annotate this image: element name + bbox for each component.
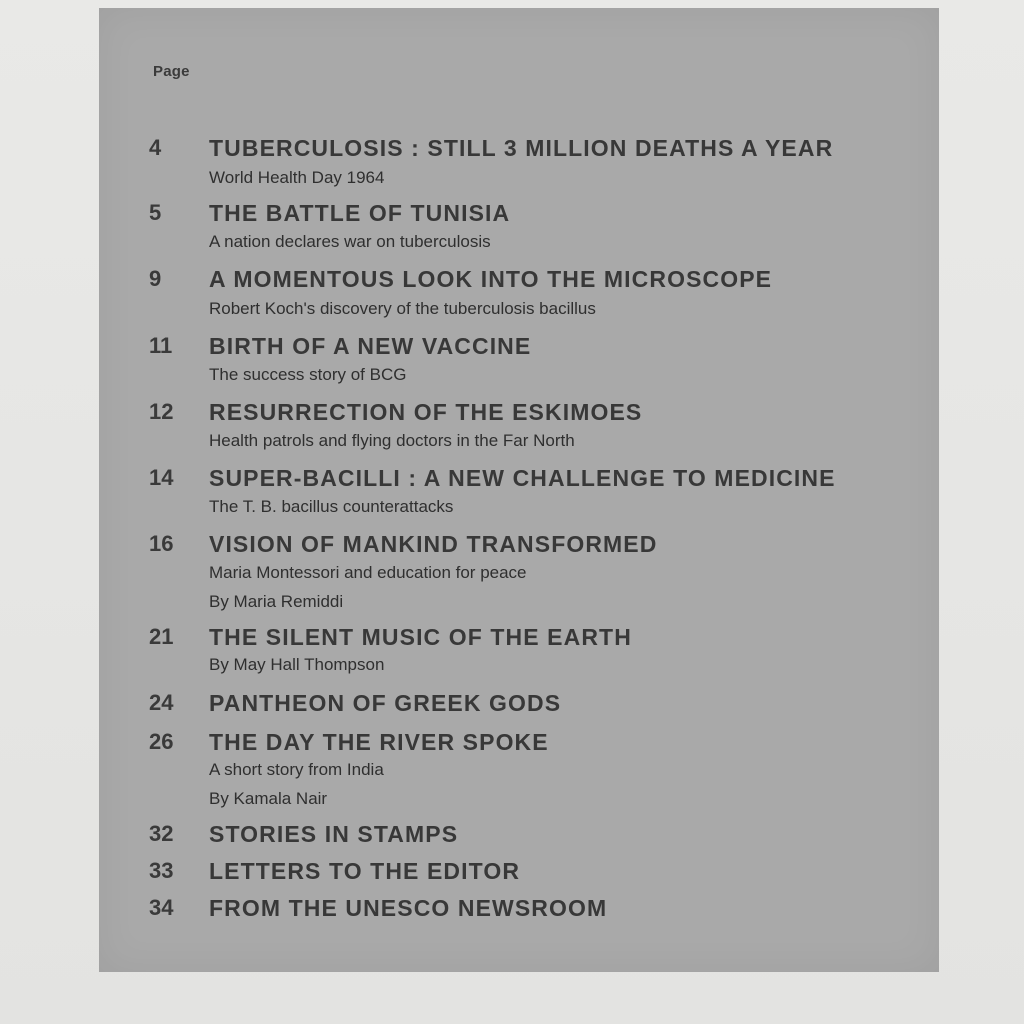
- page-number: 26: [149, 729, 174, 754]
- article-subtitle: The T. B. bacillus counterattacks: [209, 497, 454, 516]
- article-title: TUBERCULOSIS : STILL 3 MILLION DEATHS A YEAR: [209, 135, 834, 161]
- article-title: FROM THE UNESCO NEWSROOM: [209, 895, 608, 921]
- article-title: LETTERS TO THE EDITOR: [209, 858, 521, 884]
- article-subtitle: Health patrols and flying doctors in the Far North: [209, 431, 575, 450]
- article-title: BIRTH OF A NEW VACCINE: [209, 333, 532, 359]
- article-title: PANTHEON OF GREEK GODS: [209, 690, 562, 716]
- page-number: 11: [149, 333, 173, 358]
- page-number: 9: [149, 266, 162, 291]
- article-subtitle: A nation declares war on tuberculosis: [209, 232, 491, 251]
- page-number: 21: [149, 624, 174, 649]
- article-title: VISION OF MANKIND TRANSFORMED: [209, 531, 658, 557]
- page-number: 32: [149, 821, 174, 846]
- article-title: THE SILENT MUSIC OF THE EARTH: [209, 624, 632, 650]
- article-byline: By Maria Remiddi: [209, 592, 344, 611]
- article-title: THE DAY THE RIVER SPOKE: [209, 729, 549, 755]
- article-byline: By Kamala Nair: [209, 789, 328, 808]
- article-subtitle: The success story of BCG: [209, 365, 407, 384]
- article-title: A MOMENTOUS LOOK INTO THE MICROSCOPE: [209, 266, 773, 292]
- page-number: 24: [149, 690, 174, 715]
- article-subtitle: A short story from India: [209, 760, 384, 779]
- page-number: 5: [149, 200, 162, 225]
- article-title: STORIES IN STAMPS: [209, 821, 459, 847]
- page-number: 14: [149, 465, 174, 490]
- article-subtitle: World Health Day 1964: [209, 168, 385, 187]
- article-title: RESURRECTION OF THE ESKIMOES: [209, 399, 643, 425]
- page-number: 34: [149, 895, 174, 920]
- article-title: SUPER-BACILLI : A NEW CHALLENGE TO MEDICINE: [209, 465, 836, 491]
- page-number: 4: [149, 135, 162, 160]
- contents-panel: [99, 8, 939, 972]
- page-number: 33: [149, 858, 174, 883]
- page-number: 12: [149, 399, 174, 424]
- article-subtitle: Robert Koch's discovery of the tuberculosis bacillus: [209, 299, 596, 318]
- article-title: THE BATTLE OF TUNISIA: [209, 200, 511, 226]
- page-column-label: Page: [153, 63, 190, 80]
- article-byline: By May Hall Thompson: [209, 655, 385, 674]
- page-number: 16: [149, 531, 174, 556]
- article-subtitle: Maria Montessori and education for peace: [209, 563, 527, 582]
